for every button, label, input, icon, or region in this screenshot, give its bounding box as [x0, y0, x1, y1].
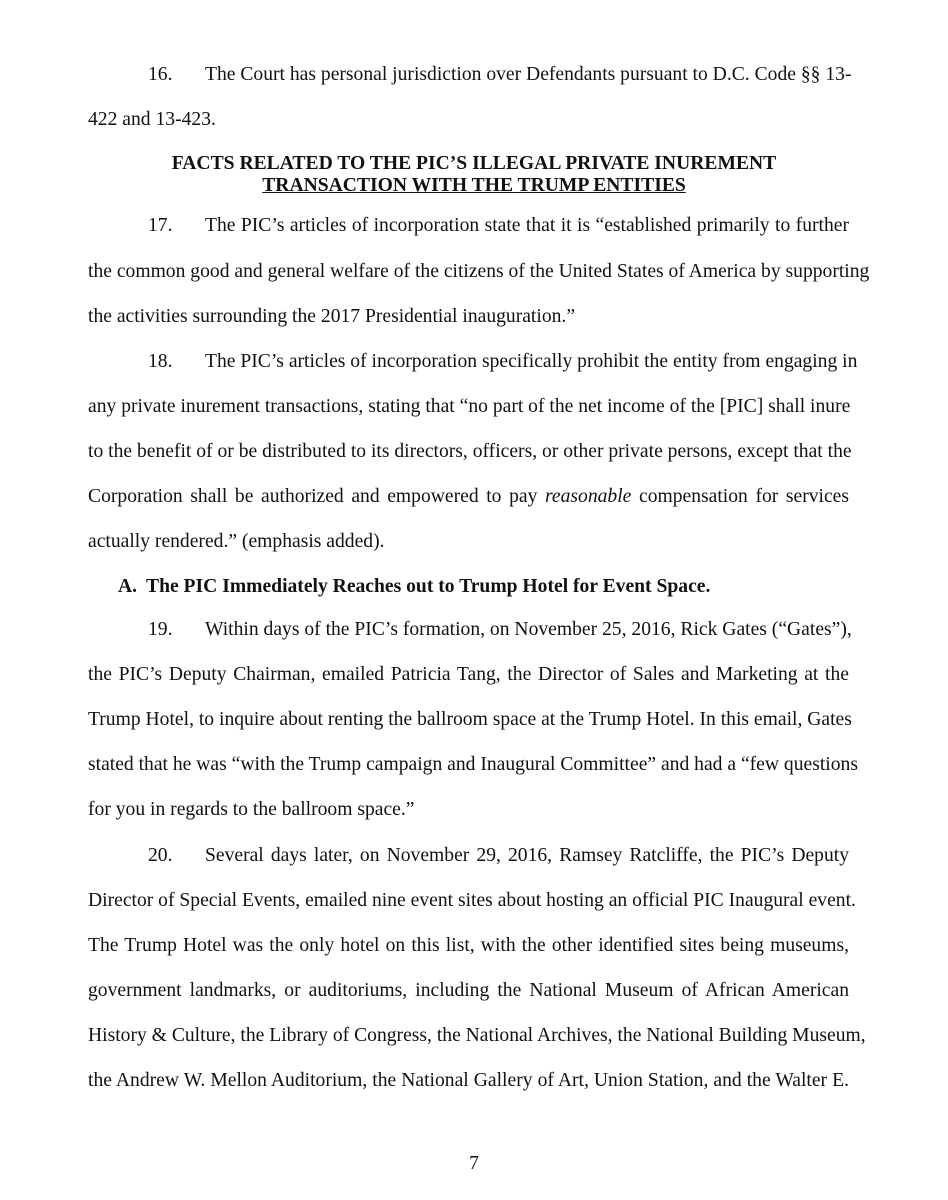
page-number: 7 — [469, 1153, 479, 1174]
paragraph-20-line-5: History & Culture, the Library of Congress, the National Archives, the National Building Museum, — [88, 1025, 866, 1046]
paragraph-text: The PIC’s articles of incorporation specifically prohibit the entity from engaging in — [205, 351, 858, 372]
paragraph-20-line-4: government landmarks, or auditoriums, including the National Museum of African American — [88, 980, 849, 1001]
paragraph-text: compensation for services — [639, 486, 850, 507]
paragraph-18-line-2: any private inurement transactions, stating that “no part of the net income of the [PIC] shall inure — [88, 396, 851, 417]
paragraph-19-line-1 — [148, 618, 852, 642]
subheading — [118, 575, 710, 599]
paragraph-text: Corporation shall be authorized and empowered to pay — [88, 486, 538, 507]
paragraph-20-line-2: Director of Special Events, emailed nine event sites about hosting an official PIC Inaugural event. — [88, 890, 856, 911]
section-heading-underlined: TRANSACTION WITH THE TRUMP ENTITIES — [262, 175, 686, 196]
paragraph-17-line-1 — [148, 214, 849, 238]
paragraph-20-line-3: The Trump Hotel was the only hotel on this list, with the other identified sites being museums, — [88, 935, 849, 956]
paragraph-number: 17. — [148, 215, 173, 236]
paragraph-18-line-1 — [148, 350, 858, 374]
paragraph-number: 19. — [148, 619, 173, 640]
emphasized-word: reasonable — [545, 486, 632, 507]
paragraph-18-line-4 — [88, 485, 849, 509]
paragraph-20-line-1 — [148, 844, 849, 868]
paragraph-number: 20. — [148, 845, 173, 866]
paragraph-20-line-6: the Andrew W. Mellon Auditorium, the National Gallery of Art, Union Station, and the Walter E. — [88, 1070, 849, 1091]
paragraph-19-line-3: Trump Hotel, to inquire about renting the ballroom space at the Trump Hotel. In this email, Gates — [88, 709, 852, 730]
paragraph-18-line-3: to the benefit of or be distributed to its directors, officers, or other private persons, except that the — [88, 441, 852, 462]
paragraph-number: 18. — [148, 351, 173, 372]
paragraph-text: The Court has personal jurisdiction over Defendants pursuant to D.C. Code §§ 13- — [205, 64, 852, 85]
paragraph-19-line-5: for you in regards to the ballroom space.” — [88, 799, 415, 820]
paragraph-16-line-1 — [148, 63, 852, 87]
section-heading-line-2 — [0, 174, 948, 198]
paragraph-text: Within days of the PIC’s formation, on November 25, 2016, Rick Gates (“Gates”), — [205, 619, 852, 640]
paragraph-16-line-2: 422 and 13-423. — [88, 109, 216, 130]
paragraph-text: The PIC’s articles of incorporation state that it is “established primarily to further — [205, 215, 849, 236]
paragraph-17-line-3: the activities surrounding the 2017 Presidential inauguration.” — [88, 306, 576, 327]
section-heading-line-1: FACTS RELATED TO THE PIC’S ILLEGAL PRIVATE INUREMENT — [171, 153, 777, 174]
paragraph-18-line-5: actually rendered.” (emphasis added). — [88, 531, 385, 552]
paragraph-17-line-2: the common good and general welfare of the citizens of the United States of America by supporting — [88, 261, 870, 282]
paragraph-19-line-2: the PIC’s Deputy Chairman, emailed Patricia Tang, the Director of Sales and Marketing at the — [88, 664, 849, 685]
paragraph-text: Several days later, on November 29, 2016, Ramsey Ratcliffe, the PIC’s Deputy — [205, 845, 849, 866]
subheading-text: The PIC Immediately Reaches out to Trump Hotel for Event Space. — [146, 576, 711, 597]
subheading-letter: A. — [118, 576, 138, 597]
paragraph-number: 16. — [148, 64, 173, 85]
paragraph-19-line-4: stated that he was “with the Trump campaign and Inaugural Committee” and had a “few questions — [88, 754, 858, 775]
